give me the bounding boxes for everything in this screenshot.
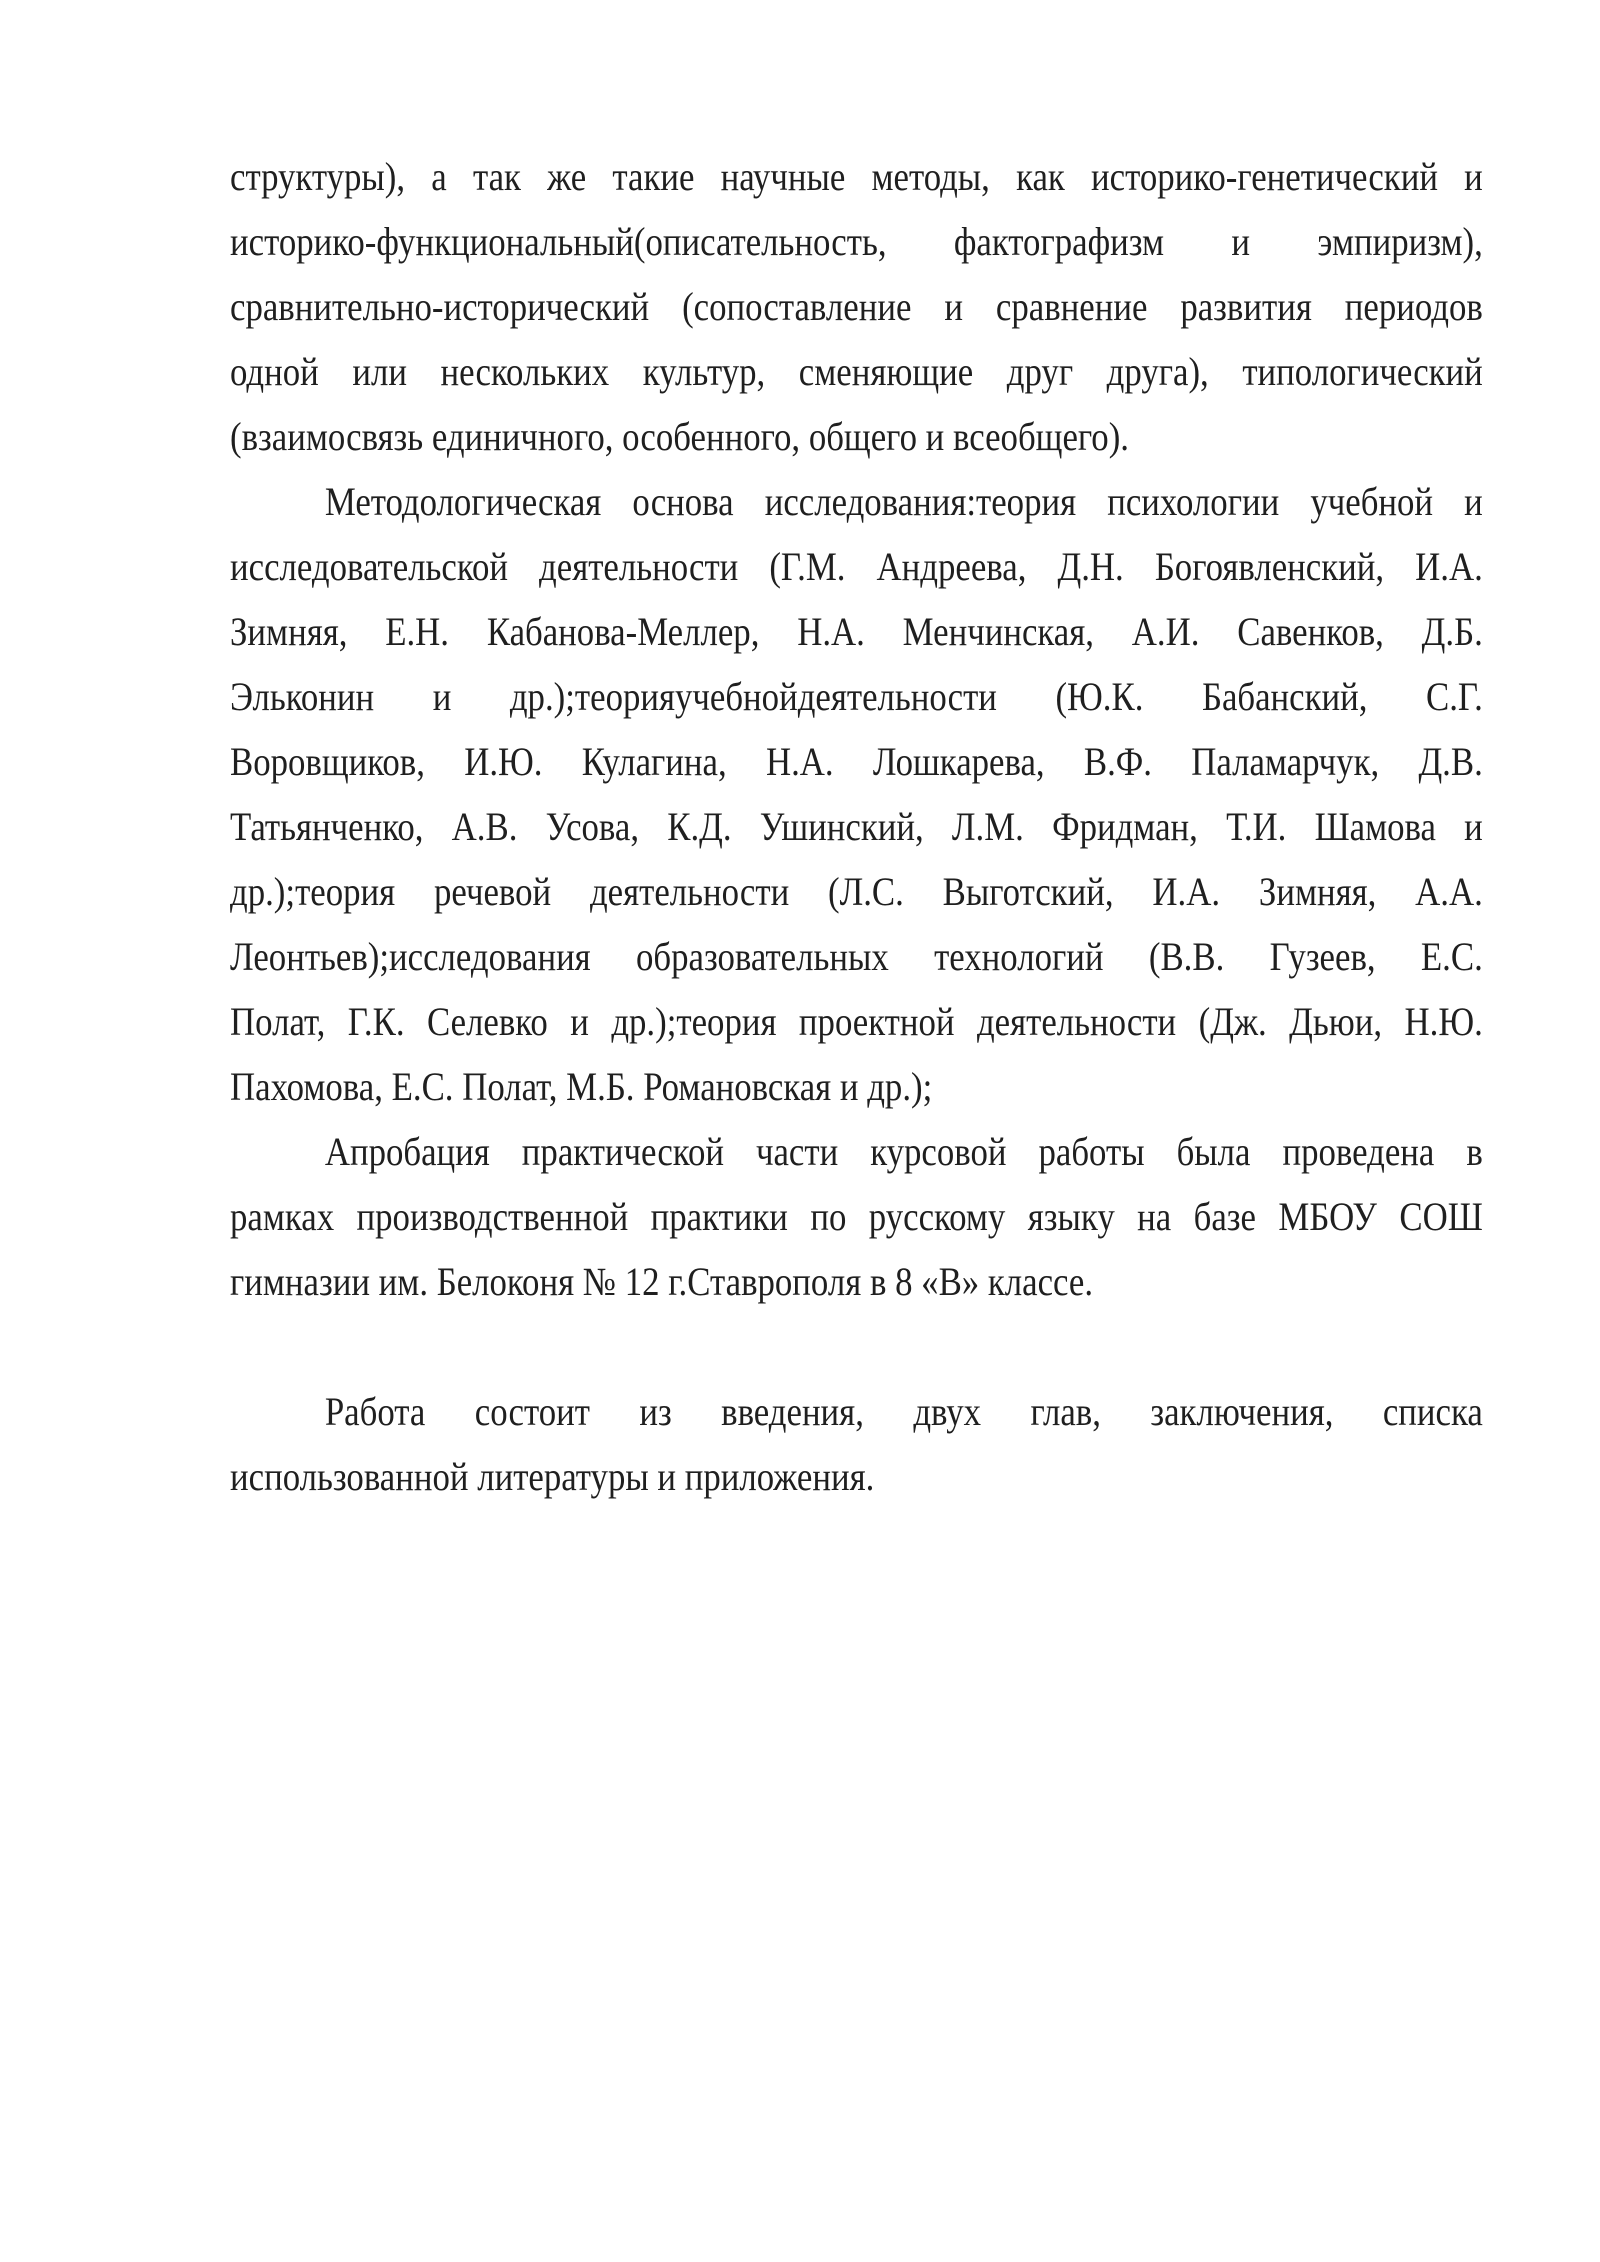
text-line: Татьянченко, А.В. Усова, К.Д. Ушинский, Л.М. Фридман, Т.И. Шамова и	[230, 804, 1483, 849]
paragraph-scientific-methods	[230, 144, 1483, 469]
text-line: одной или нескольких культур, сменяющие друг друга), типологический	[230, 349, 1483, 394]
text-line: Полат, Г.К. Селевко и др.);теория проектной деятельности (Дж. Дьюи, Н.Ю.	[230, 999, 1483, 1044]
text-line: сравнительно-исторический (сопоставление и сравнение развития периодов	[230, 284, 1483, 329]
text-line: Воровщиков, И.Ю. Кулагина, Н.А. Лошкарева, В.Ф. Паламарчук, Д.В.	[230, 739, 1483, 784]
text-line: др.);теория речевой деятельности (Л.С. Выготский, И.А. Зимняя, А.А.	[230, 869, 1483, 914]
text-line: Зимняя, Е.Н. Кабанова-Меллер, Н.А. Менчинская, А.И. Савенков, Д.Б.	[230, 609, 1483, 654]
text-line: Эльконин и др.);теорияучебнойдеятельности (Ю.К. Бабанский, С.Г.	[230, 674, 1483, 719]
text-line: структуры), а так же такие научные методы, как историко-генетический и	[230, 154, 1483, 199]
paragraph-approbation	[230, 1119, 1483, 1314]
text-line: (взаимосвязь единичного, особенного, общего и всеобщего).	[230, 414, 1129, 459]
paragraph-work-structure	[230, 1379, 1483, 1509]
text-line: историко-функциональный(описательность, фактографизм и эмпиризм),	[230, 219, 1483, 264]
text-block	[230, 144, 1483, 1509]
text-line: Апробация практической части курсовой работы была проведена в	[324, 1129, 1483, 1174]
text-line: гимназии им. Белоконя № 12 г.Ставрополя в 8 «В» классе.	[230, 1259, 1094, 1304]
text-line: Методологическая основа исследования:теория психологии учебной и	[324, 479, 1483, 524]
text-line: исследовательской деятельности (Г.М. Андреева, Д.Н. Богоявленский, И.А.	[230, 544, 1483, 589]
paragraph-methodological-basis	[230, 469, 1483, 1119]
text-line: Работа состоит из введения, двух глав, заключения, списка	[324, 1389, 1483, 1434]
text-line: Леонтьев);исследования образовательных технологий (В.В. Гузеев, Е.С.	[230, 934, 1483, 979]
text-line: рамках производственной практики по русскому языку на базе МБОУ СОШ	[230, 1194, 1483, 1239]
text-line: Пахомова, Е.С. Полат, М.Б. Романовская и др.);	[230, 1064, 933, 1109]
text-line: использованной литературы и приложения.	[230, 1454, 875, 1499]
